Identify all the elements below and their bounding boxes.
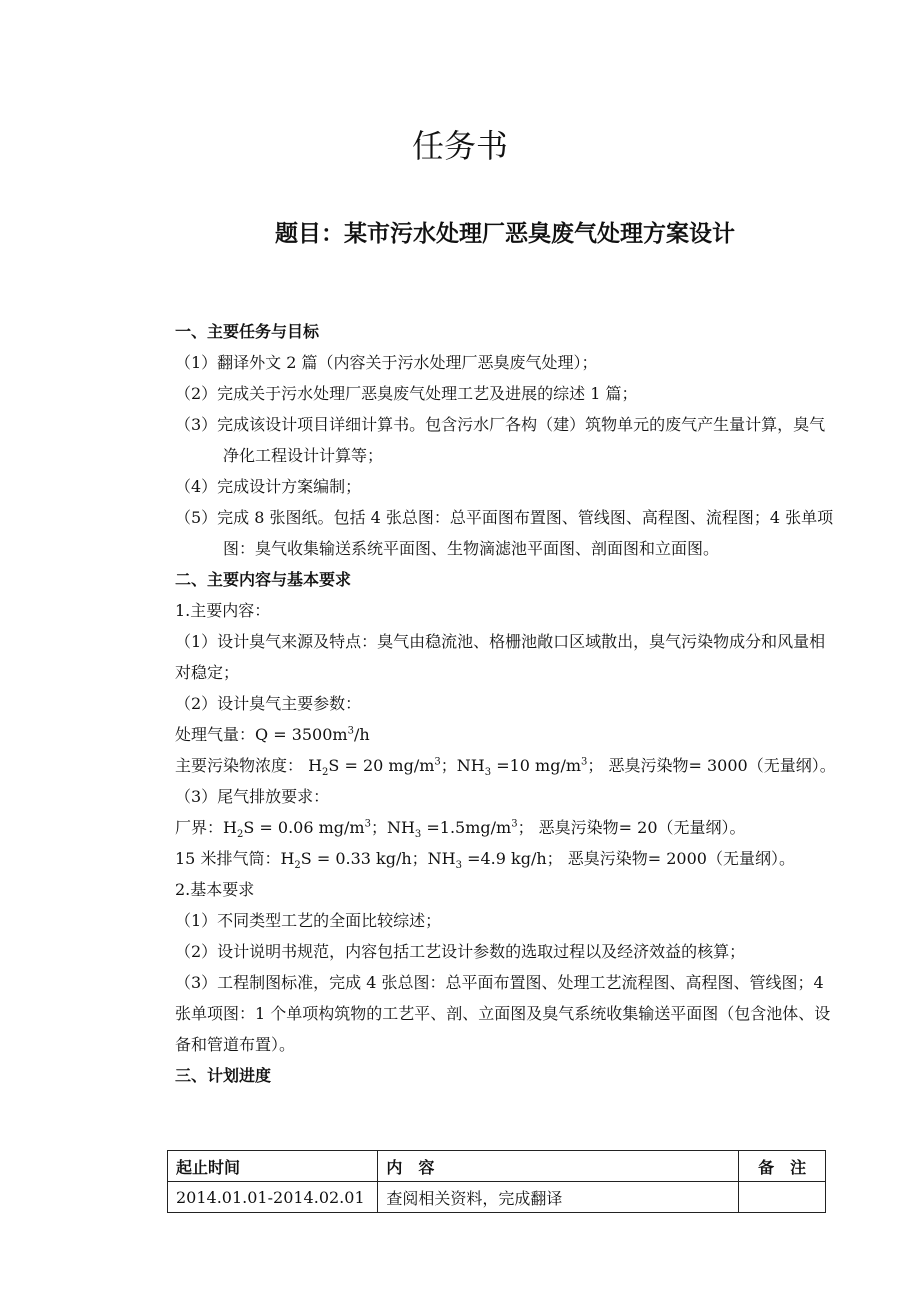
document-subtitle: 题目：某市污水处理厂恶臭废气处理方案设计: [275, 221, 735, 247]
document-body: [175, 316, 840, 1091]
section1-item-5: （5）完成 8 张图纸。包括 4 张总图：总平面图布置图、管线图、高程图、流程图；4 张单项图：臭气收集输送系统平面图、生物滴滤池平面图、剖面图和立面图。: [175, 508, 834, 558]
schedule-table: [167, 1150, 826, 1213]
table-cell: 查阅相关资料，完成翻译: [378, 1182, 739, 1213]
odor-params-paragraph: （2）设计臭气主要参数：: [175, 694, 362, 713]
section1-item-1: （1）翻译外文 2 篇（内容关于污水处理厂恶臭废气处理）；: [175, 353, 598, 372]
section1-item-2: （2）完成关于污水处理厂恶臭废气处理工艺及进展的综述 1 篇；: [175, 384, 638, 403]
stack-limit-line: 15 米排气筒：$H_2S = 0.33$ kg/h；$NH_3 =4.9$ kg/h； 恶臭污染物= 2000（无量纲）。: [175, 849, 795, 872]
emission-requirement-paragraph: （3）尾气排放要求：: [175, 787, 330, 806]
flow-rate-line: 处理气量：$Q = 3500m^3/h$: [175, 725, 370, 744]
table-header-cell: 起止时间: [168, 1151, 378, 1182]
table-cell: [739, 1182, 826, 1213]
section2-subheading-2: 2.基本要求: [175, 880, 255, 899]
table-header-row: [168, 1151, 826, 1182]
section1-item-3: （3）完成该设计项目详细计算书。包含污水厂各构（建）筑物单元的废气产生量计算，臭气净化工程设计计算等；: [175, 415, 826, 465]
requirement-2: （2）设计说明书规范，内容包括工艺设计参数的选取过程以及经济效益的核算；: [175, 942, 746, 961]
table-header-cell: 备 注: [739, 1151, 826, 1182]
boundary-limit-line: 厂界：$H_2S = 0.06$ $mg/m^3$；$NH_3 =1.5mg/m^3$； 恶臭污染物= 20（无量纲）。: [175, 818, 746, 841]
table-header-cell: 内 容: [378, 1151, 739, 1182]
section1-item-4: （4）完成设计方案编制；: [175, 477, 362, 496]
requirement-1: （1）不同类型工艺的全面比较综述；: [175, 911, 442, 930]
table-cell: 2014.01.01-2014.02.01: [168, 1182, 378, 1213]
section2-heading: 二、主要内容与基本要求: [175, 570, 352, 589]
document-title: 任务书: [411, 127, 508, 165]
section1-heading: 一、主要任务与目标: [175, 322, 320, 341]
section2-subheading-1: 1.主要内容：: [175, 601, 271, 620]
section3-heading: 三、计划进度: [175, 1066, 272, 1085]
table-row: [168, 1182, 826, 1213]
requirement-3: （3）工程制图标准，完成 4 张总图：总平面布置图、处理工艺流程图、高程图、管线图；4 张单项图：1 个单项构筑物的工艺平、剖、立面图及臭气系统收集输送平面图（包含池体、设备和管道布置）。: [175, 973, 831, 1054]
odor-source-paragraph: （1）设计臭气来源及特点：臭气由稳流池、格栅池敞口区域散出，臭气污染物成分和风量相对稳定；: [175, 632, 826, 682]
pollutant-concentration-line: 主要污染物浓度： $H_2S = 20$ $mg/m^3$；$NH_3 =10$ $mg/m^3$； 恶臭污染物= 3000（无量纲）。: [175, 756, 836, 779]
